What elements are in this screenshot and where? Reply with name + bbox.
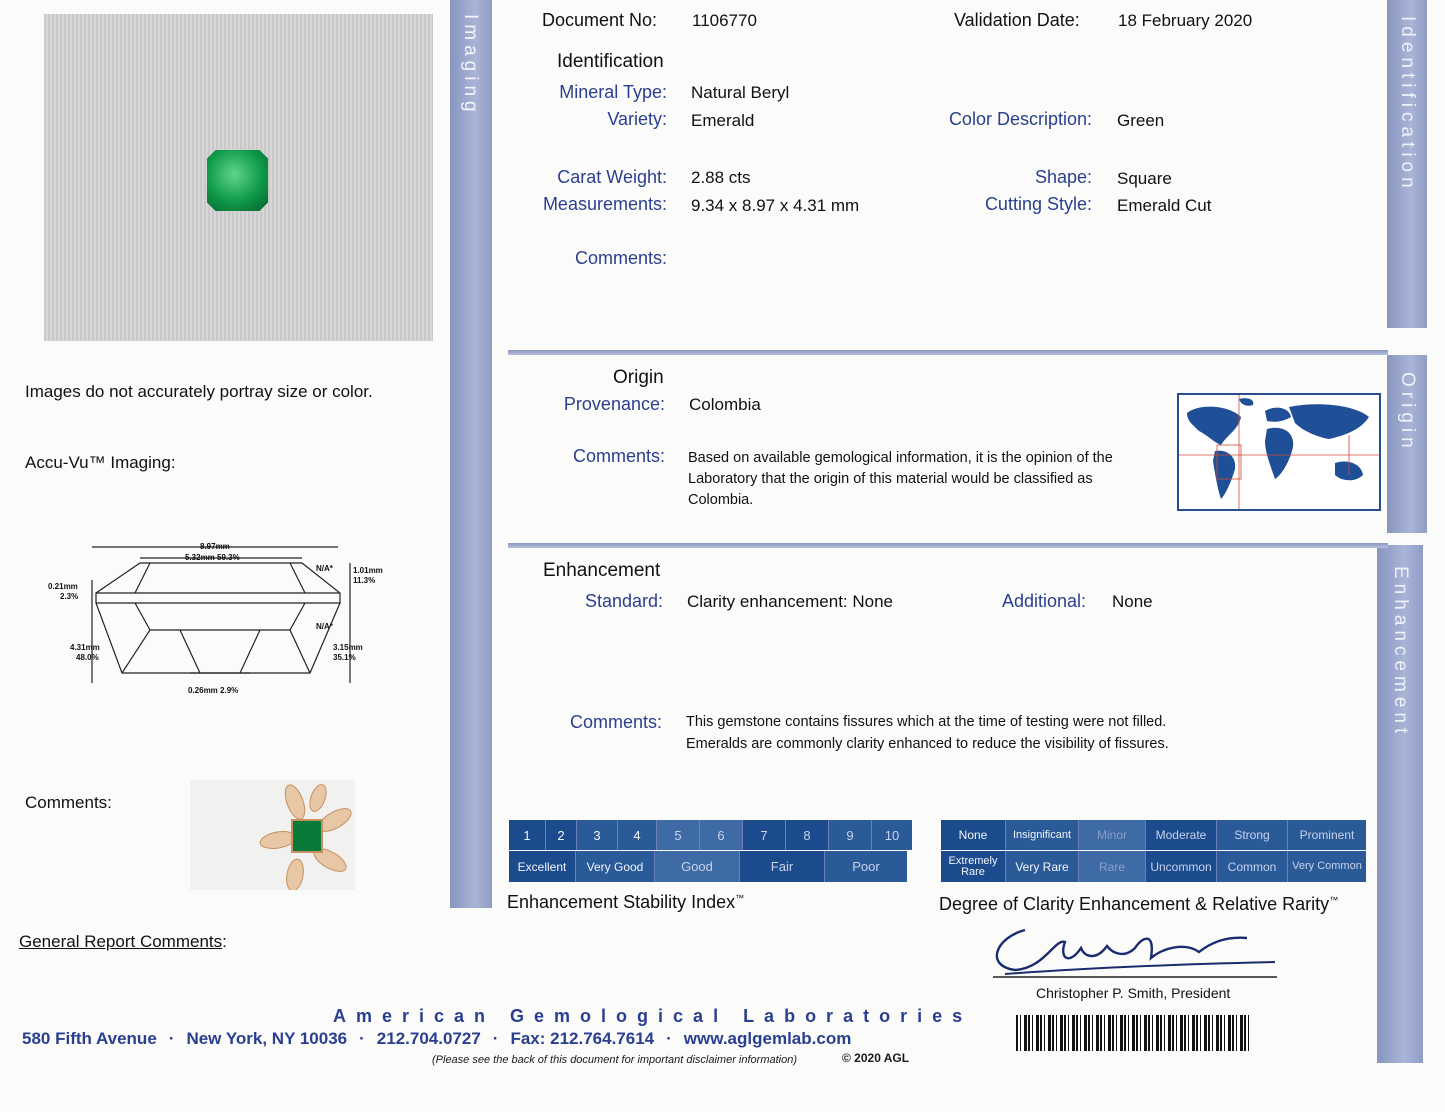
gem-photo (44, 14, 433, 341)
dim-crown-a: 0.21mm (48, 582, 78, 591)
grade-good: Good (655, 851, 740, 882)
stability-num-9: 9 (829, 820, 872, 850)
world-map-graphic (1179, 395, 1379, 509)
validation-date-value: 18 February 2020 (1118, 11, 1253, 30)
origin-divider (508, 350, 1388, 355)
rarity-uncommon: Uncommon (1146, 851, 1217, 882)
shape-value: Square (1117, 169, 1172, 188)
grade-very-good: Very Good (576, 851, 655, 882)
measurements-label: Measurements: (542, 194, 667, 214)
enhancement-title: Enhancement (543, 560, 661, 581)
dim-crownh-b: 11.3% (353, 576, 376, 585)
identification-title: Identification (557, 51, 664, 72)
lab-name: American Gemological Laboratories (333, 1006, 973, 1026)
copyright: © 2020 AGL (842, 1051, 910, 1065)
left-comments-label: Comments: (25, 793, 112, 812)
emerald-image (207, 150, 268, 211)
clarity-caption-text: Degree of Clarity Enhancement & Relative Rarity (939, 894, 1330, 914)
degree-prominent: Prominent (1288, 820, 1366, 850)
rarity-very-rare: Very Rare (1006, 851, 1079, 882)
sep-3: · (492, 1029, 499, 1048)
image-disclaimer: Images do not accurately portray size or color. (25, 382, 373, 401)
dim-na1: N/A* (316, 564, 333, 573)
validation-date-label: Validation Date: (954, 10, 1080, 30)
stability-num-3: 3 (577, 820, 618, 850)
clarity-rarity-row (941, 851, 1366, 882)
stability-caption (507, 892, 744, 913)
variety-value: Emerald (691, 111, 755, 130)
rarity-rare: Rare (1079, 851, 1146, 882)
rarity-common: Common (1217, 851, 1288, 882)
general-comments-label: General Report Comments (19, 932, 223, 951)
identification-comments-label: Comments: (574, 248, 667, 268)
degree-moderate: Moderate (1146, 820, 1217, 850)
clarity-tm: ™ (1329, 895, 1339, 905)
signatory-name: Christopher P. Smith, President (1036, 985, 1231, 1001)
cut-profile-diagram (40, 535, 390, 695)
doc-no-value: 1106770 (692, 11, 757, 30)
stability-grade-row (509, 851, 907, 882)
stability-num-7: 7 (743, 820, 786, 850)
standard-label: Standard: (584, 591, 663, 611)
stability-num-8: 8 (786, 820, 829, 850)
degree-none: None (941, 820, 1006, 850)
dim-crown-b: 2.3% (60, 592, 79, 601)
imaging-band-label: Imaging (460, 14, 481, 117)
stability-caption-text: Enhancement Stability Index (507, 892, 736, 912)
additional-value: None (1112, 592, 1153, 611)
color-description-label: Color Description: (948, 109, 1092, 129)
ring-photo (190, 780, 355, 890)
enhancement-comments-line2: Emeralds are commonly clarity enhanced to reduce the visibility of fissures. (686, 736, 1169, 752)
stability-num-10: 10 (872, 820, 912, 850)
world-map (1177, 393, 1381, 511)
dim-pav-b: 35.1% (333, 653, 356, 662)
enhancement-divider (508, 543, 1388, 548)
dim-crownh-a: 1.01mm (353, 566, 383, 575)
footer-disclaimer: (Please see the back of this document for important disclaimer information) (432, 1054, 797, 1066)
carat-weight-label: Carat Weight: (557, 167, 667, 187)
shape-label: Shape: (1034, 167, 1092, 187)
origin-comments-line1: Based on available gemological information, it is the opinion of the (688, 450, 1113, 466)
measurements-value: 9.34 x 8.97 x 4.31 mm (691, 196, 860, 215)
origin-comments-line2: Laboratory that the origin of this material would be classified as (688, 471, 1093, 487)
lab-fax: Fax: 212.764.7614 (510, 1029, 655, 1048)
dim-width: 8.97mm (200, 542, 230, 551)
sep-2: · (359, 1029, 365, 1048)
grade-fair: Fair (740, 851, 825, 882)
stability-num-5: 5 (657, 820, 700, 850)
cutting-style-value: Emerald Cut (1117, 196, 1212, 215)
origin-comments-label: Comments: (572, 446, 665, 466)
barcode (1016, 1015, 1250, 1051)
dim-depth-a: 4.31mm (70, 643, 100, 652)
lab-city: New York, NY 10036 (186, 1029, 348, 1048)
dim-table: 5.32mm 59.3% (185, 553, 240, 562)
signature-image (985, 918, 1285, 982)
doc-no-label: Document No: (542, 10, 658, 30)
origin-title: Origin (613, 367, 664, 388)
additional-label: Additional: (1001, 591, 1086, 611)
enhancement-comments-label: Comments: (569, 712, 662, 732)
enhancement-comments-line1: This gemstone contains fissures which at the time of testing were not filled. (686, 714, 1167, 730)
origin-band-label: Origin (1397, 372, 1418, 453)
lab-address: 580 Fifth Avenue (22, 1029, 157, 1048)
dim-depth-b: 48.0% (76, 653, 99, 662)
rarity-extremely-rare: Extremely Rare (941, 851, 1006, 882)
lab-contact-line (22, 1029, 851, 1049)
provenance-label: Provenance: (563, 394, 665, 414)
stability-num-2: 2 (546, 820, 577, 850)
stability-number-row (509, 820, 912, 850)
degree-insignificant: Insignificant (1006, 820, 1079, 850)
grade-poor: Poor (825, 851, 907, 882)
lab-website[interactable]: www.aglgemlab.com (683, 1029, 852, 1048)
general-report-comments (19, 932, 227, 952)
standard-value: Clarity enhancement: None (687, 592, 894, 611)
stability-num-1: 1 (509, 820, 546, 850)
carat-weight-value: 2.88 cts (691, 168, 751, 187)
clarity-degree-row (941, 820, 1366, 850)
identification-band-label: Identification (1397, 16, 1418, 193)
rarity-very-common: Very Common (1288, 851, 1366, 882)
enhancement-band-label: Enhancement (1390, 566, 1411, 739)
stability-num-4: 4 (618, 820, 657, 850)
sep-4: · (666, 1029, 672, 1048)
grade-excellent: Excellent (509, 851, 576, 882)
stability-num-6: 6 (700, 820, 743, 850)
dim-pav-a: 3.15mm (333, 643, 363, 652)
lab-phone: 212.704.0727 (376, 1029, 481, 1048)
cutting-style-label: Cutting Style: (984, 194, 1092, 214)
imaging-band (450, 0, 492, 908)
clarity-caption (939, 894, 1338, 915)
variety-label: Variety: (607, 109, 667, 129)
mineral-type-label: Mineral Type: (559, 82, 667, 102)
sep-1: · (168, 1029, 175, 1048)
dim-culet: 0.26mm 2.9% (188, 686, 239, 695)
provenance-value: Colombia (689, 395, 761, 414)
general-comments-colon: : (222, 932, 227, 951)
dim-na2: N/A* (316, 622, 333, 631)
degree-minor: Minor (1079, 820, 1146, 850)
degree-strong: Strong (1217, 820, 1288, 850)
origin-comments-line3: Colombia. (688, 492, 754, 508)
color-description-value: Green (1117, 111, 1165, 130)
mineral-type-value: Natural Beryl (691, 83, 790, 102)
accuvu-label: Accu-Vu™ Imaging: (25, 453, 176, 472)
stability-tm: ™ (735, 893, 745, 903)
